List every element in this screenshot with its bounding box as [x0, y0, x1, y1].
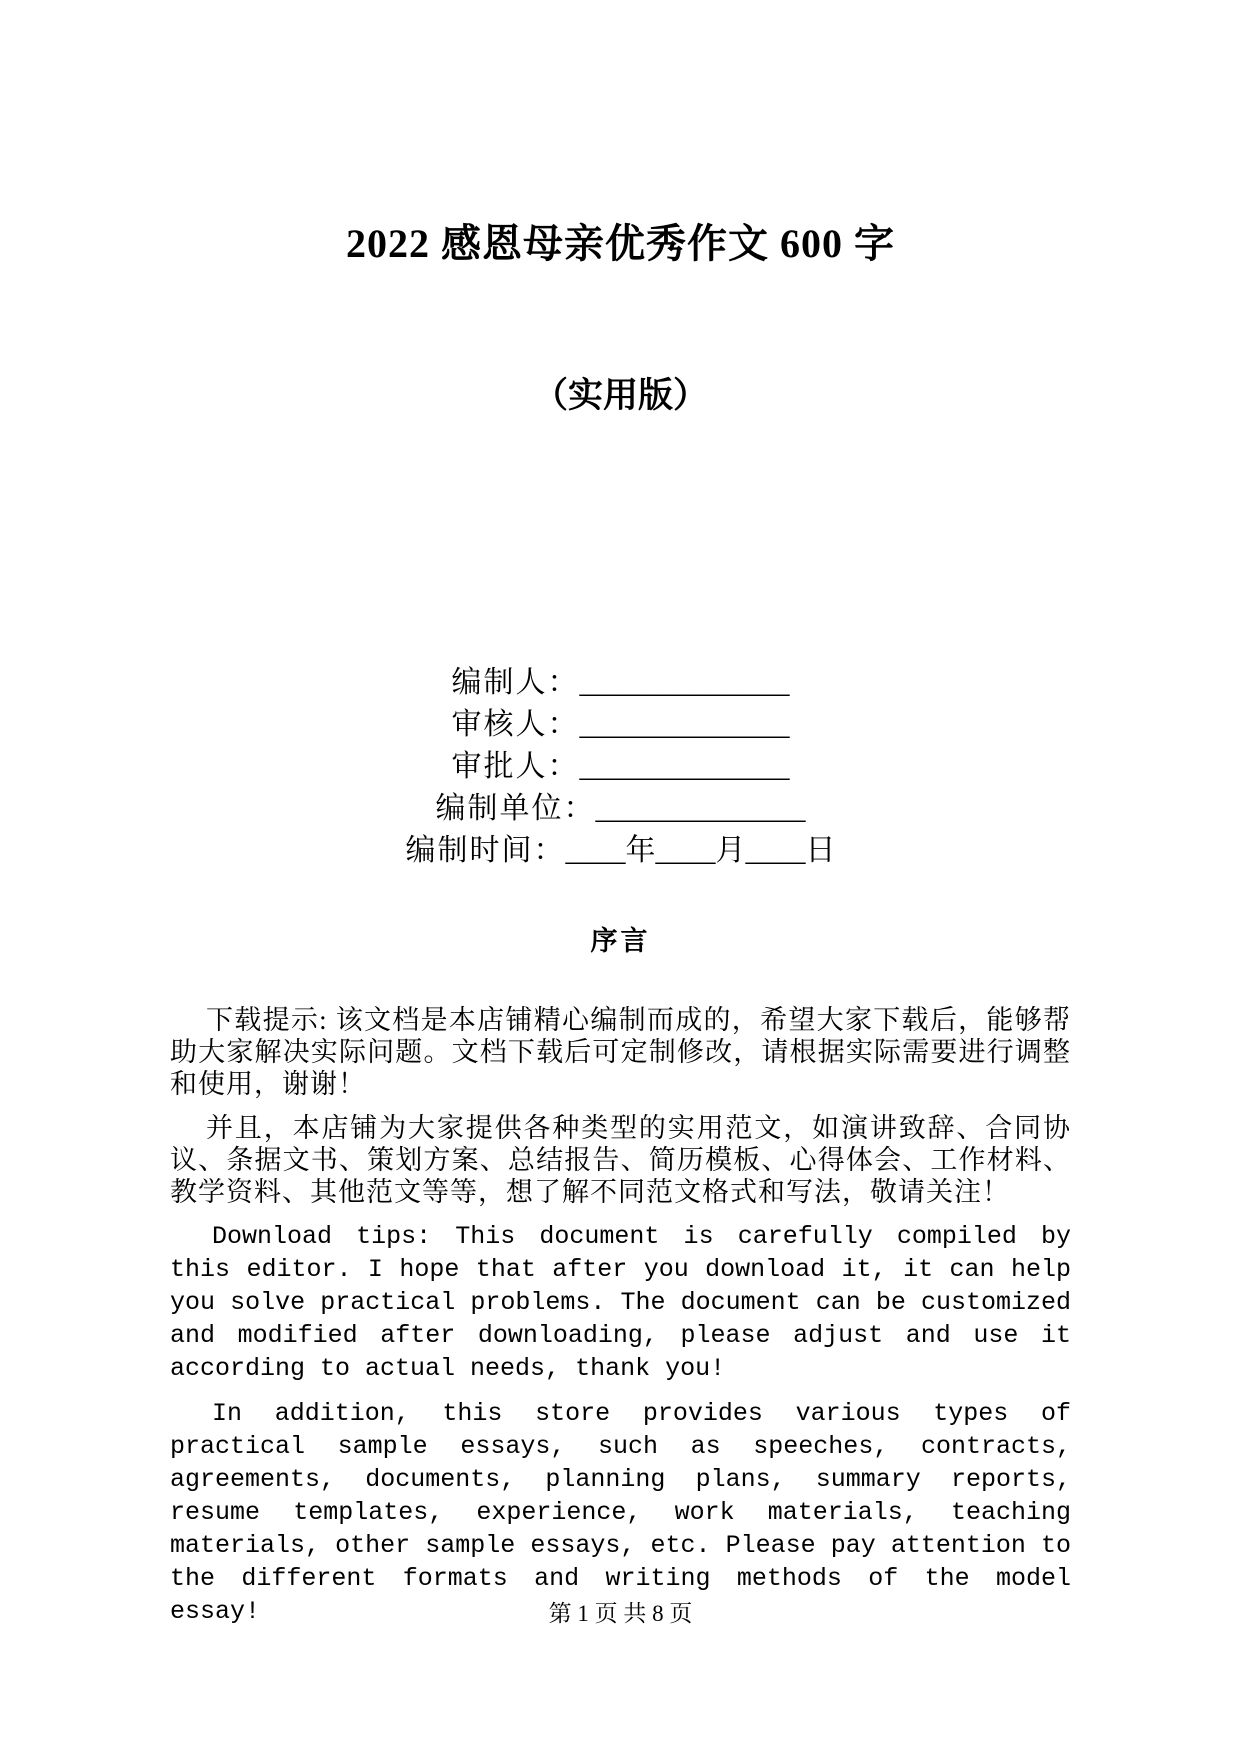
preparer-label: 编制人： [451, 666, 580, 699]
form-row-preparer [170, 662, 1071, 704]
paragraph-store-offerings-zh: 并且，本店铺为大家提供各种类型的实用范文，如演讲致辞、合同协议、条据文书、策划方案、总结报告、简历模板、心得体会、工作材料、教学资料、其他范文等等，想了解不同范文格式和写法，敬请关注！ [170, 1113, 1071, 1207]
document-subtitle: （实用版） [532, 376, 708, 415]
approver-blank-line: ______________ [579, 750, 790, 783]
preface-heading: 序言 [590, 926, 651, 956]
compiling-unit-label: 编制单位： [435, 792, 596, 825]
compiling-unit-blank-line: ______________ [595, 792, 806, 825]
form-row-compiling-unit [170, 788, 1071, 830]
form-row-compilation-date [170, 830, 1071, 872]
compilation-date-label: 编制时间： [405, 834, 566, 867]
preparer-blank-line: ______________ [579, 666, 790, 699]
form-row-reviewer [170, 704, 1071, 746]
approver-label: 审批人： [451, 750, 580, 783]
compilation-date-blank-line: ____年____月____日 [565, 834, 836, 867]
document-content [0, 222, 1241, 1628]
reviewer-blank-line: ______________ [579, 708, 790, 741]
reviewer-label: 审核人： [451, 708, 580, 741]
form-row-approver [170, 746, 1071, 788]
paragraph-download-tips-en: Download tips: This document is carefully compiled by this editor. I hope that after you download it, it can help you solve practical problems. The document can be customized and modified after downloading, please adjust and use it according to actual needs, thank you! [170, 1222, 1071, 1383]
compilation-info-form [170, 662, 1071, 872]
paragraph-store-offerings-en: In addition, this store provides various types of practical sample essays, such as speeches, contracts, agreements, documents, planning plans, summary reports, resume templates, experience, work materials, teaching materials, other sample essays, etc. Please pay attention to the different formats and writing methods of the model essay! [170, 1399, 1071, 1626]
paragraph-download-tips-zh: 下载提示: 该文档是本店铺精心编制而成的，希望大家下载后，能够帮助大家解决实际问题。文档下载后可定制修改，请根据实际需要进行调整和使用，谢谢！ [170, 1005, 1071, 1099]
page-number-footer: 第 1 页 共 8 页 [548, 1601, 693, 1626]
document-title: 2022 感恩母亲优秀作文 600 字 [346, 221, 895, 266]
